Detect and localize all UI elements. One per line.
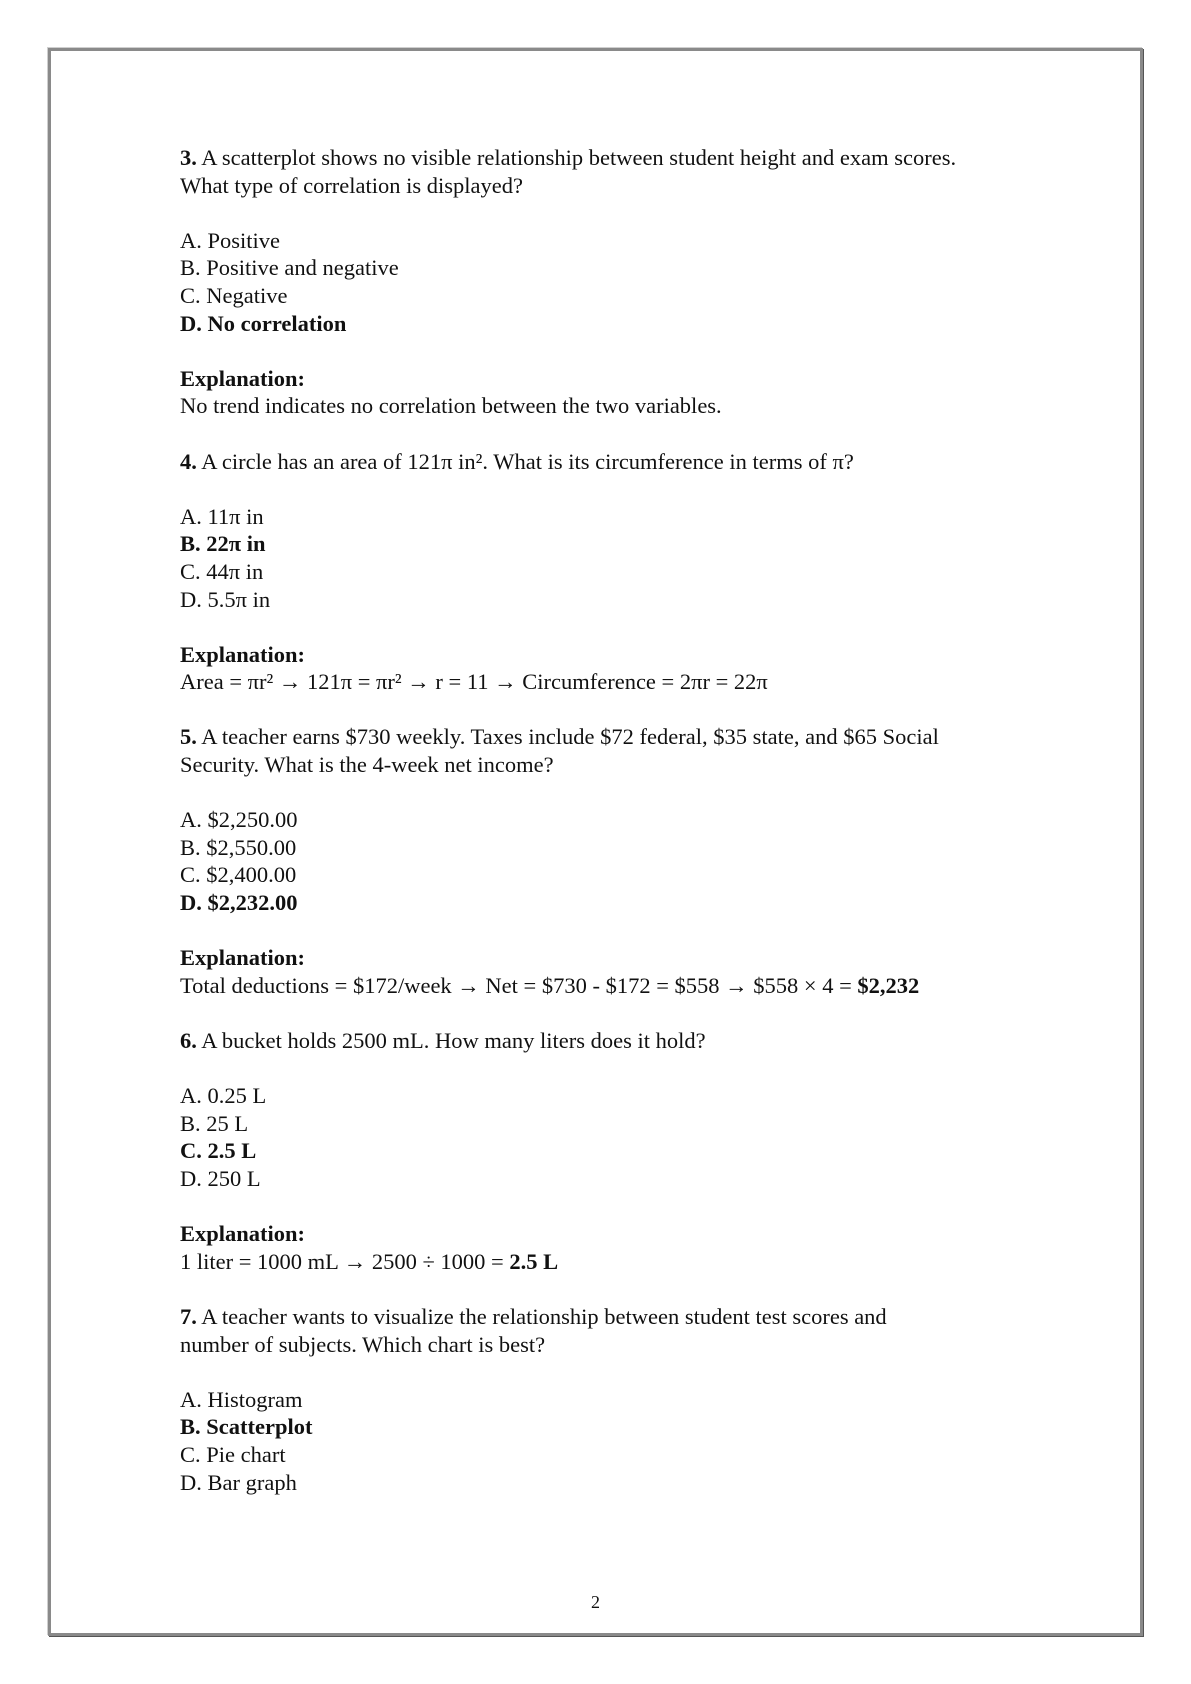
- answer-option: A. 0.25 L: [180, 1083, 267, 1109]
- explanation-label: Explanation:: [180, 1221, 306, 1247]
- question-block: [180, 144, 1040, 420]
- question-block: [180, 448, 1040, 696]
- question-number: 6.: [180, 1028, 197, 1053]
- question-number: 3.: [180, 145, 197, 170]
- question-text: [180, 448, 1040, 476]
- answer-options: [180, 503, 1040, 613]
- question-block: [180, 1027, 1040, 1275]
- explanation-text: [180, 1248, 1040, 1276]
- question-line: A scatterplot shows no visible relationship between student height and exam scores.: [201, 145, 957, 170]
- question-text: [180, 144, 1040, 199]
- correct-answer-option: B. Scatterplot: [180, 1414, 313, 1440]
- correct-answer-option: B. 22π in: [180, 531, 266, 557]
- question-line: A teacher earns $730 weekly. Taxes include $72 federal, $35 state, and $65 Social: [201, 724, 939, 750]
- question-text: [180, 1303, 1040, 1358]
- explanation-body: 1 liter = 1000 mL → 2500 ÷ 1000 =: [180, 1248, 510, 1274]
- answer-option: B. Positive and negative: [180, 255, 399, 281]
- answer-option: D. Bar graph: [180, 1469, 297, 1495]
- answer-option: B. $2,550.00: [180, 834, 297, 860]
- explanation-text: [180, 972, 1040, 1000]
- question-block: [180, 723, 1040, 999]
- answer-option: C. Pie chart: [180, 1441, 286, 1467]
- answer-option: A. Positive: [180, 227, 281, 253]
- explanation: [180, 641, 1040, 696]
- question-line: number of subjects. Which chart is best?: [180, 1331, 546, 1357]
- question-block: [180, 1303, 1040, 1496]
- answer-options: [180, 806, 1040, 916]
- question-line: A teacher wants to visualize the relationship between student test scores and: [201, 1303, 887, 1329]
- correct-answer-option: D. No correlation: [180, 310, 347, 336]
- explanation-text: [180, 392, 1040, 420]
- explanation: [180, 1220, 1040, 1275]
- answer-options: [180, 1386, 1040, 1496]
- explanation-text: [180, 668, 1040, 696]
- question-line: A bucket holds 2500 mL. How many liters does it hold?: [201, 1028, 706, 1053]
- answer-option: C. 44π in: [180, 558, 264, 584]
- correct-answer-option: C. 2.5 L: [180, 1138, 257, 1164]
- document-body: [180, 144, 1040, 1524]
- answer-option: A. $2,250.00: [180, 807, 298, 833]
- answer-option: B. 25 L: [180, 1110, 249, 1136]
- answer-option: A. Histogram: [180, 1386, 303, 1412]
- explanation-body: No trend indicates no correlation between the two variables.: [180, 393, 722, 419]
- answer-option: A. 11π in: [180, 503, 264, 529]
- answer-options: [180, 1082, 1040, 1192]
- answer-option: C. Negative: [180, 282, 288, 308]
- answer-option: C. $2,400.00: [180, 862, 297, 888]
- question-number: 7.: [180, 1303, 197, 1329]
- answer-option: D. 5.5π in: [180, 586, 271, 612]
- question-line: What type of correlation is displayed?: [180, 172, 524, 198]
- explanation-label: Explanation:: [180, 641, 306, 667]
- explanation-body: Total deductions = $172/week → Net = $730 - $172 = $558 → $558 × 4 =: [180, 972, 858, 998]
- explanation-body: Area = πr² → 121π = πr² → r = 11 → Circumference = 2πr = 22π: [180, 669, 768, 695]
- answer-option: D. 250 L: [180, 1165, 261, 1191]
- answer-options: [180, 227, 1040, 337]
- question-text: [180, 723, 1040, 778]
- question-line: Security. What is the 4-week net income?: [180, 752, 554, 778]
- question-text: [180, 1027, 1040, 1055]
- explanation-label: Explanation:: [180, 365, 306, 391]
- explanation: [180, 944, 1040, 999]
- question-number: 4.: [180, 448, 197, 474]
- explanation-answer: 2.5 L: [509, 1248, 559, 1274]
- question-number: 5.: [180, 724, 197, 750]
- correct-answer-option: D. $2,232.00: [180, 890, 298, 916]
- explanation: [180, 365, 1040, 420]
- explanation-label: Explanation:: [180, 945, 306, 971]
- page-number: 2: [591, 1592, 600, 1612]
- question-line: A circle has an area of 121π in². What is its circumference in terms of π?: [201, 448, 854, 474]
- explanation-answer: $2,232: [857, 972, 920, 998]
